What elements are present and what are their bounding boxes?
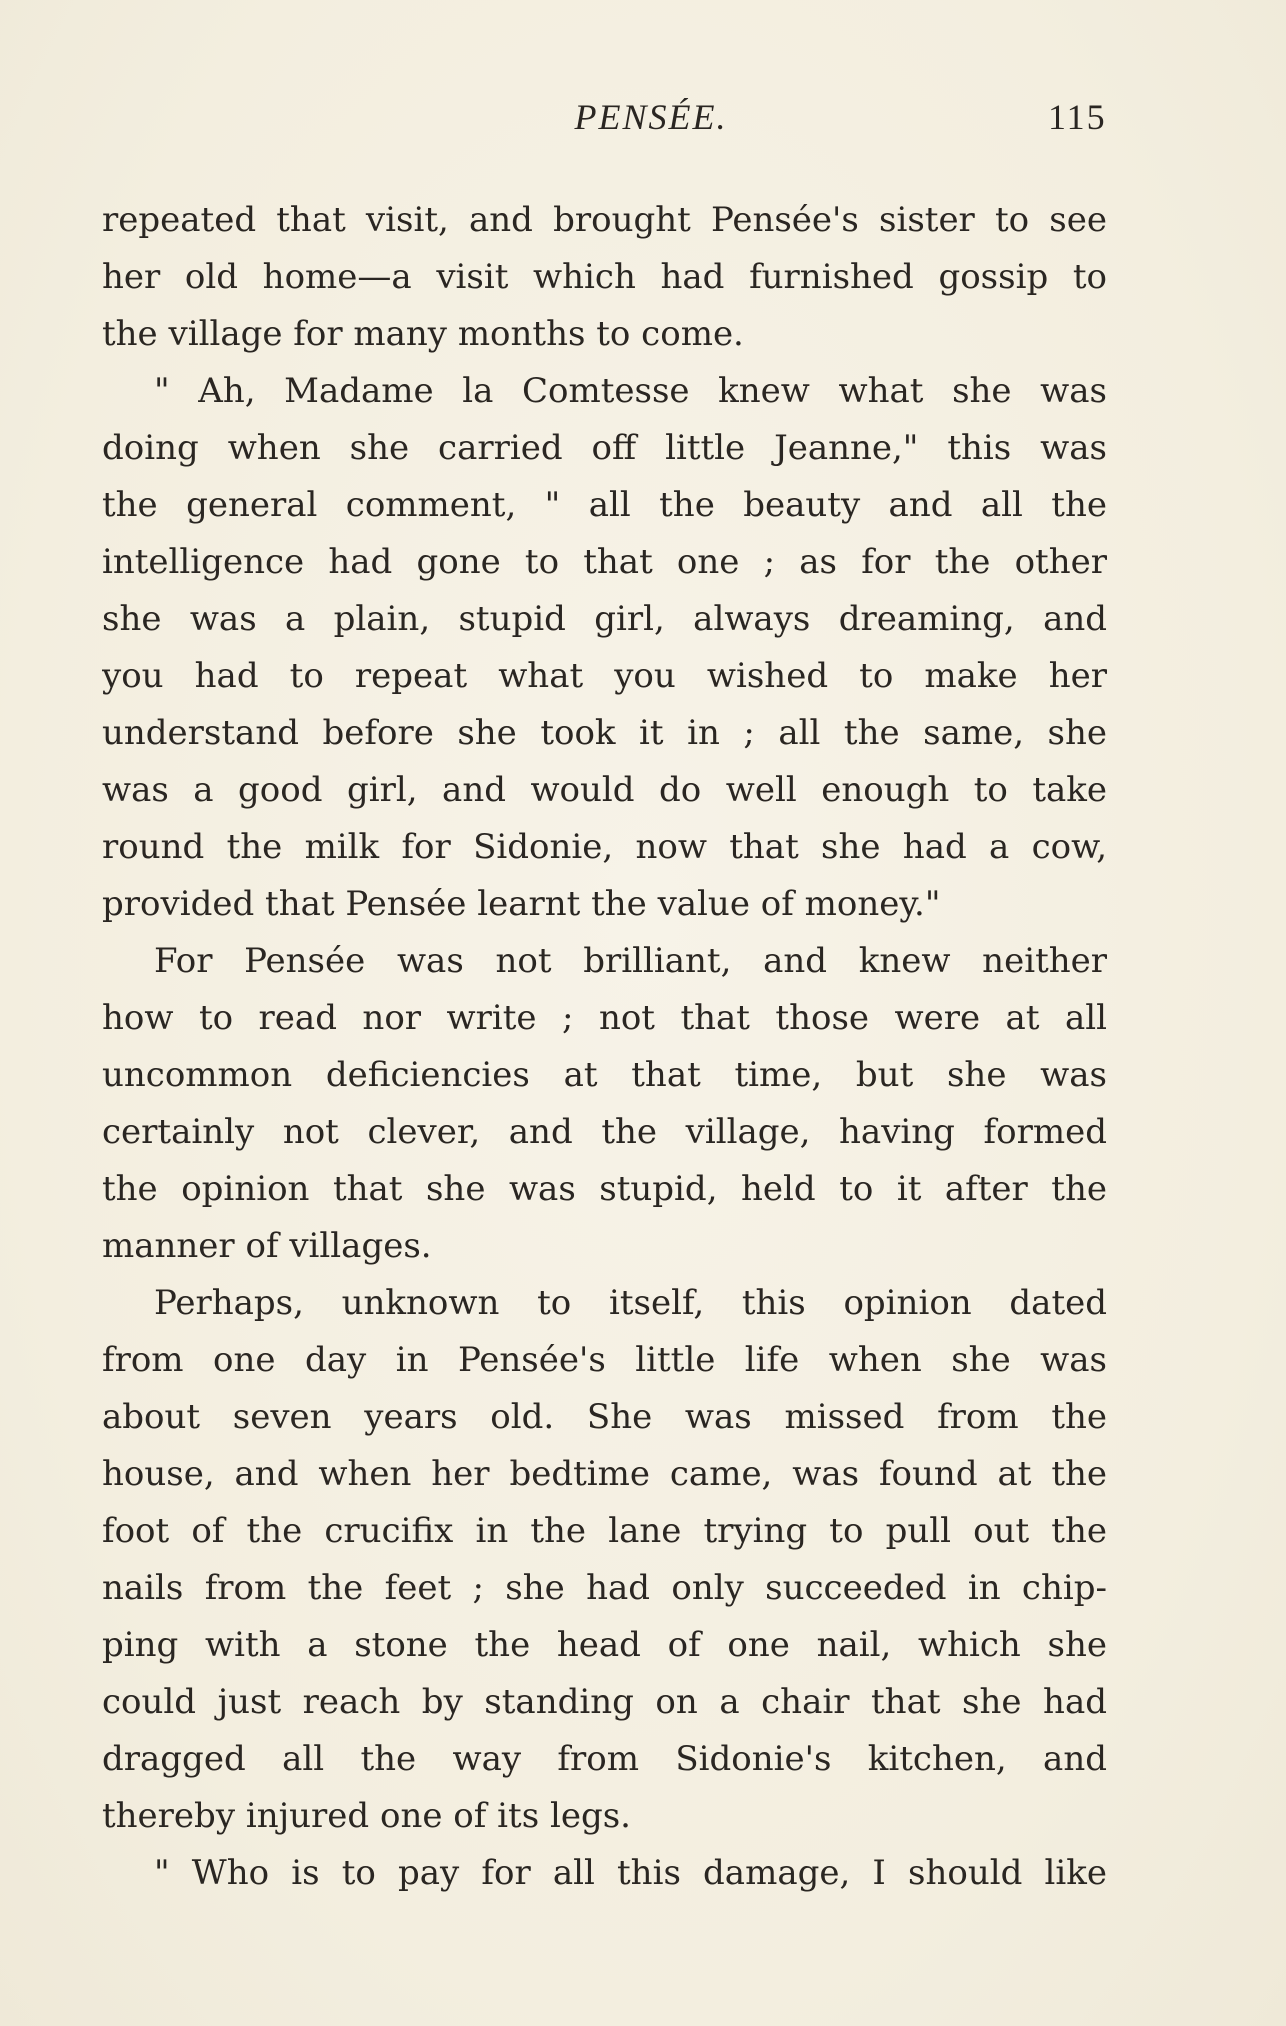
text-line: from one day in Pensée's little life when she was: [102, 1340, 1107, 1380]
text-line: " Ah, Madame la Comtesse knew what she was: [154, 371, 1107, 411]
text-line: thereby injured one of its legs.: [102, 1796, 631, 1836]
text-line: round the milk for Sidonie, now that she had a cow,: [102, 827, 1107, 867]
text-line: nails from the feet ; she had only succeeded in chip-: [102, 1568, 1107, 1608]
text-line: dragged all the way from Sidonie's kitchen, and: [102, 1739, 1107, 1779]
text-line: was a good girl, and would do well enough to take: [102, 770, 1107, 810]
text-line: repeated that visit, and brought Pensée's sister to see: [102, 200, 1107, 240]
text-line: you had to repeat what you wished to make her: [102, 656, 1107, 696]
text-line: house, and when her bedtime came, was found at the: [102, 1454, 1107, 1494]
text-line: the village for many months to come.: [102, 314, 744, 354]
text-line: her old home—a visit which had furnished gossip to: [102, 257, 1107, 297]
text-line: manner of villages.: [102, 1226, 432, 1266]
text-line: she was a plain, stupid girl, always dreaming, and: [102, 599, 1107, 639]
text-line: intelligence had gone to that one ; as for the other: [102, 542, 1107, 582]
text-line: Perhaps, unknown to itself, this opinion dated: [154, 1283, 1107, 1323]
text-line: certainly not clever, and the village, having formed: [102, 1112, 1107, 1152]
text-line: " Who is to pay for all this damage, I should like: [154, 1853, 1107, 1893]
text-line: provided that Pensée learnt the value of money.": [102, 884, 941, 924]
text-line: foot of the crucifix in the lane trying to pull out the: [102, 1511, 1107, 1551]
text-line: ping with a stone the head of one nail, which she: [102, 1625, 1107, 1665]
text-line: how to read nor write ; not that those were at all: [102, 998, 1107, 1038]
text-line: about seven years old. She was missed from the: [102, 1397, 1107, 1437]
page-number: 115: [1048, 97, 1107, 137]
text-line: doing when she carried off little Jeanne," this was: [102, 428, 1107, 468]
running-head: [0, 92, 1286, 142]
text-line: could just reach by standing on a chair that she had: [102, 1682, 1107, 1722]
page-title: PENSÉE.: [574, 97, 728, 137]
body-text: [102, 192, 1107, 1902]
text-line: uncommon deficiencies at that time, but she was: [102, 1055, 1107, 1095]
text-line: the opinion that she was stupid, held to it after the: [102, 1169, 1107, 1209]
text-line: understand before she took it in ; all the same, she: [102, 713, 1107, 753]
text-line: For Pensée was not brilliant, and knew neither: [154, 941, 1107, 981]
text-line: the general comment, " all the beauty and all the: [102, 485, 1107, 525]
